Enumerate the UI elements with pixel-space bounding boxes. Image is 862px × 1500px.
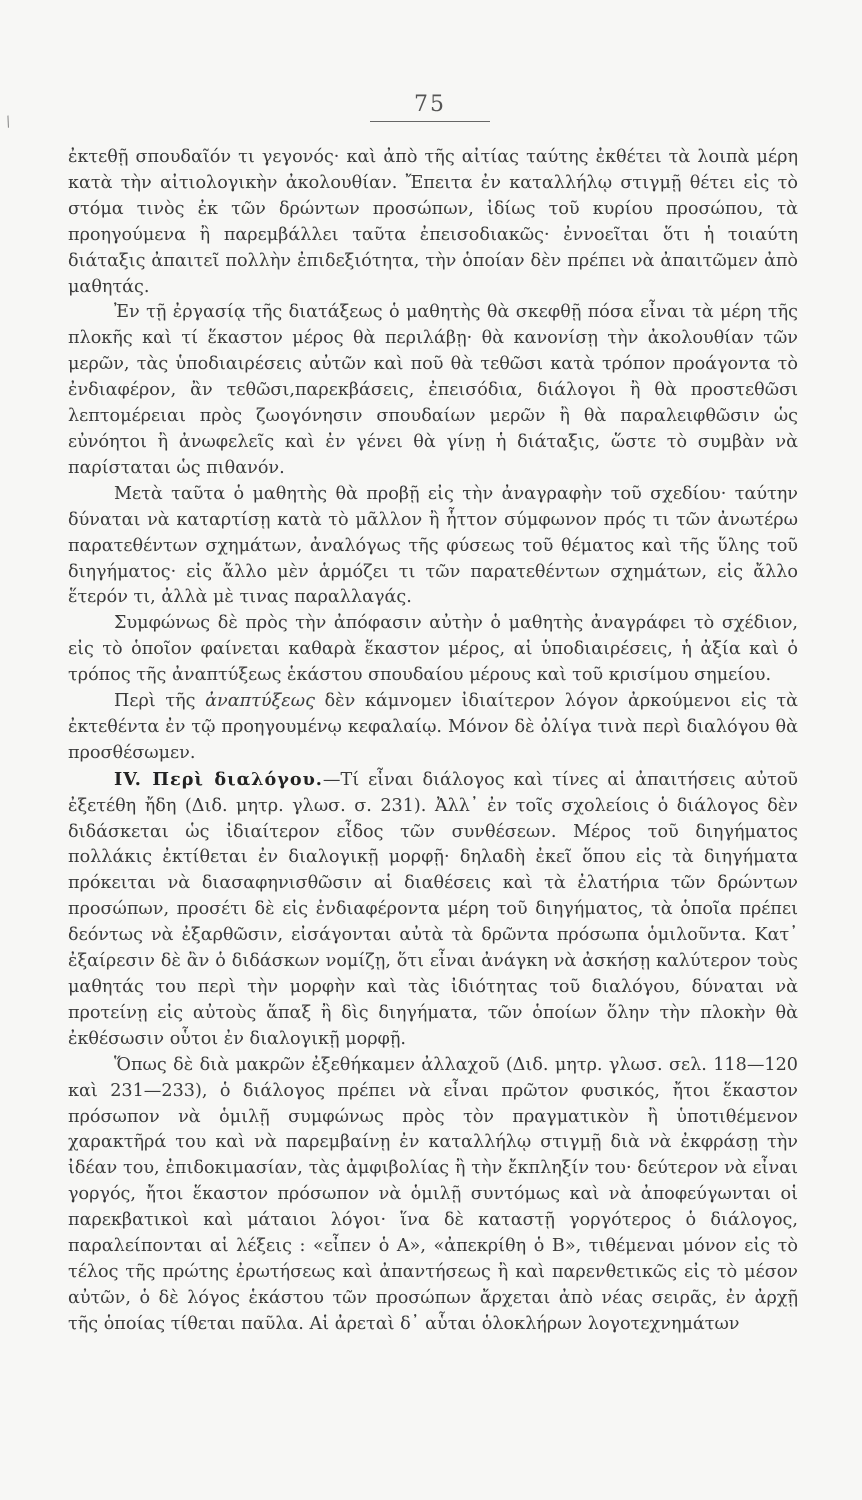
paragraph-5-rest: δὲν κάμνομεν ἰδιαίτερον λόγον ἀρκούμενοι εἰς τὰ ἐκτεθέντα ἐν τῷ προηγουμένῳ κεφαλαίῳ. Μόνον δὲ ὀλίγα τινὰ περὶ διαλόγου θὰ προσθέσωμεν. <box>68 691 798 763</box>
emphasized-term: ἀναπτύξεως <box>205 691 315 712</box>
margin-pencil-mark: / <box>3 113 14 131</box>
section-heading: IV. Περὶ διαλόγου. <box>114 768 323 790</box>
paragraph-4: Συμφώνως δὲ πρὸς τὴν ἀπόφασιν αὐτὴν ὁ μαθητὴς ἀναγράφει τὸ σχέδιον, εἰς τὸ ὁποῖον φαίνεται καθαρὰ ἕκαστον μέρος, αἱ ὑποδιαιρέσεις, ἡ ἀξία καὶ ὁ τρόπος τῆς ἀναπτύξεως ἑκάστου σπουδαίου μέρους καὶ τοῦ κρισίμου σημείου. <box>68 613 798 686</box>
page-number: 75 <box>414 92 446 117</box>
paragraph-5-start: Περὶ τῆς <box>114 691 206 712</box>
body-text <box>68 145 798 1338</box>
paragraph-1: ἐκτεθῇ σπουδαῖόν τι γεγονός· καὶ ἀπὸ τῆς αἰτίας ταύτης ἐκθέτει τὰ λοιπὰ μέρη κατὰ τὴν αἰτιολογικὴν ἀκολουθίαν. Ἔπειτα ἐν καταλλήλῳ στιγμῇ θέτει εἰς τὸ στόμα τινὸς ἐκ τῶν δρώντων προσώπων, ἰδίως τοῦ κυρίου προσώπου, τὰ προηγούμενα ἢ παρεμβάλλει ταῦτα ἐπεισοδιακῶς· ἐννοεῖται ὅτι ἡ τοιαύτη διάταξις ἀπαιτεῖ πολλὴν ἐπιδεξιότητα, τὴν ὁποίαν δὲν πρέπει νὰ ἀπαιτῶμεν ἀπὸ μαθητάς. <box>68 147 798 297</box>
paragraph-3: Μετὰ ταῦτα ὁ μαθητὴς θὰ προβῇ εἰς τὴν ἀναγραφὴν τοῦ σχεδίου· ταύτην δύναται νὰ καταρτίσῃ κατὰ τὸ μᾶλλον ἢ ἧττον σύμφωνον πρός τι τῶν ἀνωτέρω παρατεθέντων σχημάτων, ἀναλόγως τῆς φύσεως τοῦ θέματος καὶ τῆς ὕλης τοῦ διηγήματος· εἰς ἄλλο μὲν ἁρμόζει τι τῶν παρατεθέντων σχημάτων, εἰς ἄλλο ἕτερόν τι, ἀλλὰ μὲ τινας παραλλαγάς. <box>68 483 798 608</box>
page-number-rule <box>370 121 490 122</box>
paragraph-6-rest: —Τί εἶναι διάλογος καὶ τίνες αἱ ἀπαιτήσεις αὐτοῦ ἐξετέθη ἤδη (Διδ. μητρ. γλωσ. σ. 231). Ἀλλ᾽ ἐν τοῖς σχολείοις ὁ διάλογος δὲν διδάσκεται ὡς ἰδιαίτερον εἶδος τῶν συνθέσεων. Μέρος τοῦ διηγήματος πολλάκις ἐκτίθεται ἐν διαλογικῇ μορφῇ· δηλαδὴ ἐκεῖ ὅπου εἰς τὰ διηγήματα πρόκειται νὰ διασαφηνισθῶσιν αἱ διαθέσεις καὶ τὰ ἐλατήρια τῶν δρώντων προσώπων, προσέτι δὲ εἰς ἐνδιαφέροντα μέρη τοῦ διηγήματος, τὰ ὁποῖα πρέπει δεόντως νὰ ἐξαρθῶσιν, εἰσάγονται αὐτὰ τὰ δρῶντα πρόσωπα ὁμιλοῦντα. Κατ᾽ ἐξαίρεσιν δὲ ἂν ὁ διδάσκων νομίζῃ, ὅτι εἶναι ἀνάγκη νὰ ἀσκήσῃ καλύτερον τοὺς μαθητάς του περὶ τὴν μορφὴν καὶ τὰς ἰδιότητας τοῦ διαλόγου, δύναται νὰ προτείνῃ εἰς αὐτοὺς ἅπαξ ἢ δὶς διηγήματα, τῶν ὁποίων ὅλην τὴν πλοκὴν θὰ ἐκθέσωσιν οὗτοι ἐν διαλογικῇ μορφῇ. <box>68 769 799 1049</box>
paragraph-5 <box>68 689 798 767</box>
paragraph-6 <box>68 767 798 1053</box>
paragraph-2: Ἐν τῇ ἐργασίᾳ τῆς διατάξεως ὁ μαθητὴς θὰ σκεφθῇ πόσα εἶναι τὰ μέρη τῆς πλοκῆς καὶ τί ἕκαστον μέρος θὰ περιλάβῃ· θὰ κανονίσῃ τὴν ἀκολουθίαν τῶν μερῶν, τὰς ὑποδιαιρέσεις αὐτῶν καὶ ποῦ θὰ τεθῶσι κατὰ τρόπον προάγοντα τὸ ἐνδιαφέρον, ἂν τεθῶσι,παρεκβάσεις, ἐπεισόδια, διάλογοι ἢ θὰ προστεθῶσι λεπτομέρειαι πρὸς ζωογόνησιν σπουδαίων μερῶν ἢ θὰ παραλειφθῶσιν ὡς εὐνόητοι ἢ ἀνωφελεῖς καὶ ἐν γένει θὰ γίνῃ ἡ διάταξις, ὥστε τὸ συμβὰν νὰ παρίσταται ὡς πιθανόν. <box>68 302 798 478</box>
paragraph-7: Ὅπως δὲ διὰ μακρῶν ἐξεθήκαμεν ἀλλαχοῦ (Διδ. μητρ. γλωσ. σελ. 118—120 καὶ 231—233), ὁ διάλογος πρέπει νὰ εἶναι πρῶτον φυσικός, ἤτοι ἕκαστον πρόσωπον νὰ ὁμιλῇ συμφώνως πρὸς τὸν πραγματικὸν ἢ ὑποτιθέμενον χαρακτῆρά του καὶ νὰ παρεμβαίνῃ ἐν καταλλήλῳ στιγμῇ διὰ νὰ ἐκφράσῃ τὴν ἰδέαν του, ἐπιδοκιμασίαν, τὰς ἀμφιβολίας ἢ τὴν ἔκπληξίν του· δεύτερον νὰ εἶναι γοργός, ἤτοι ἕκαστον πρόσωπον νὰ ὁμιλῇ συντόμως καὶ νὰ ἀποφεύγωνται οἱ παρεκβατικοὶ καὶ μάταιοι λόγοι· ἵνα δὲ καταστῇ γοργότερος ὁ διάλογος, παραλείπονται αἱ λέξεις : «εἶπεν ὁ Α», «ἀπεκρίθη ὁ Β», τιθέμεναι μόνον εἰς τὸ τέλος τῆς πρώτης ἐρωτήσεως καὶ ἀπαντήσεως ἢ καὶ παρενθετικῶς εἰς τὸ μέσον αὐτῶν, ὁ δὲ λόγος ἑκάστου τῶν προσώπων ἄρχεται ἀπὸ νέας σειρᾶς, ἐν ἀρχῇ τῆς ὁποίας τίθεται παῦλα. Αἱ ἀρεταὶ δ᾽ αὗται ὁλοκλήρων λογοτεχνημάτων <box>68 1054 798 1334</box>
